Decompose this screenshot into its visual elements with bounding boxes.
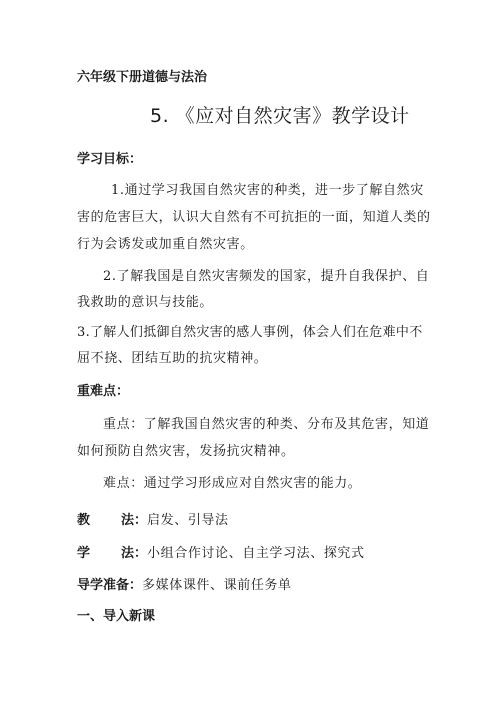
objective-3-line-1: 3.了解人们抵御自然灾害的感人事例，体会人们在危难中不 — [77, 325, 423, 340]
key-points-heading: 重难点： — [77, 384, 130, 399]
objective-1-line-3: 行为会诱发或加重自然灾害。 — [77, 237, 254, 252]
key-point-line-2: 如何预防自然灾害，发扬抗灾精神。 — [77, 444, 295, 459]
objective-2-line-1: 2.了解我国是自然灾害频发的国家，提升自我保护、自 — [103, 269, 430, 284]
preparation-label: 导学准备： — [77, 578, 143, 593]
preparation-value: 多媒体课件、课前任务单 — [142, 578, 292, 593]
teaching-method-value: 启发、引导法 — [147, 513, 229, 528]
teaching-method-row — [77, 509, 229, 528]
objective-3-line-2: 屈不挠、团结互助的抗灾精神。 — [77, 351, 268, 366]
learning-method-value: 小组合作讨论、自主学习法、探究式 — [147, 546, 365, 561]
difficulty-point: 难点：通过学习形成应对自然灾害的能力。 — [103, 476, 362, 491]
preparation-row — [77, 574, 292, 593]
learning-method-label-a: 学 — [77, 546, 91, 561]
objectives-heading: 学习目标： — [77, 152, 143, 167]
teaching-method-label-b: 法： — [121, 513, 148, 528]
key-point-line-1: 重点：了解我国自然灾害的种类、分布及其危害，知道 — [103, 417, 430, 432]
document-title: 5. 《应对自然灾害》教学设计 — [150, 105, 410, 127]
learning-method-label-b: 法： — [121, 546, 148, 561]
objective-1-line-1: 1.通过学习我国自然灾害的种类，进一步了解自然灾 — [111, 183, 424, 198]
learning-method-row — [77, 542, 365, 561]
objective-1-line-2: 害的危害巨大，认识大自然有不可抗拒的一面，知道人类的 — [77, 210, 431, 225]
teaching-method-label-a: 教 — [77, 513, 91, 528]
objective-2-line-2: 我救助的意识与技能。 — [77, 295, 214, 310]
section-1-heading: 一、导入新课 — [77, 609, 156, 624]
grade-course-label: 六年级下册道德与法治 — [77, 70, 208, 85]
